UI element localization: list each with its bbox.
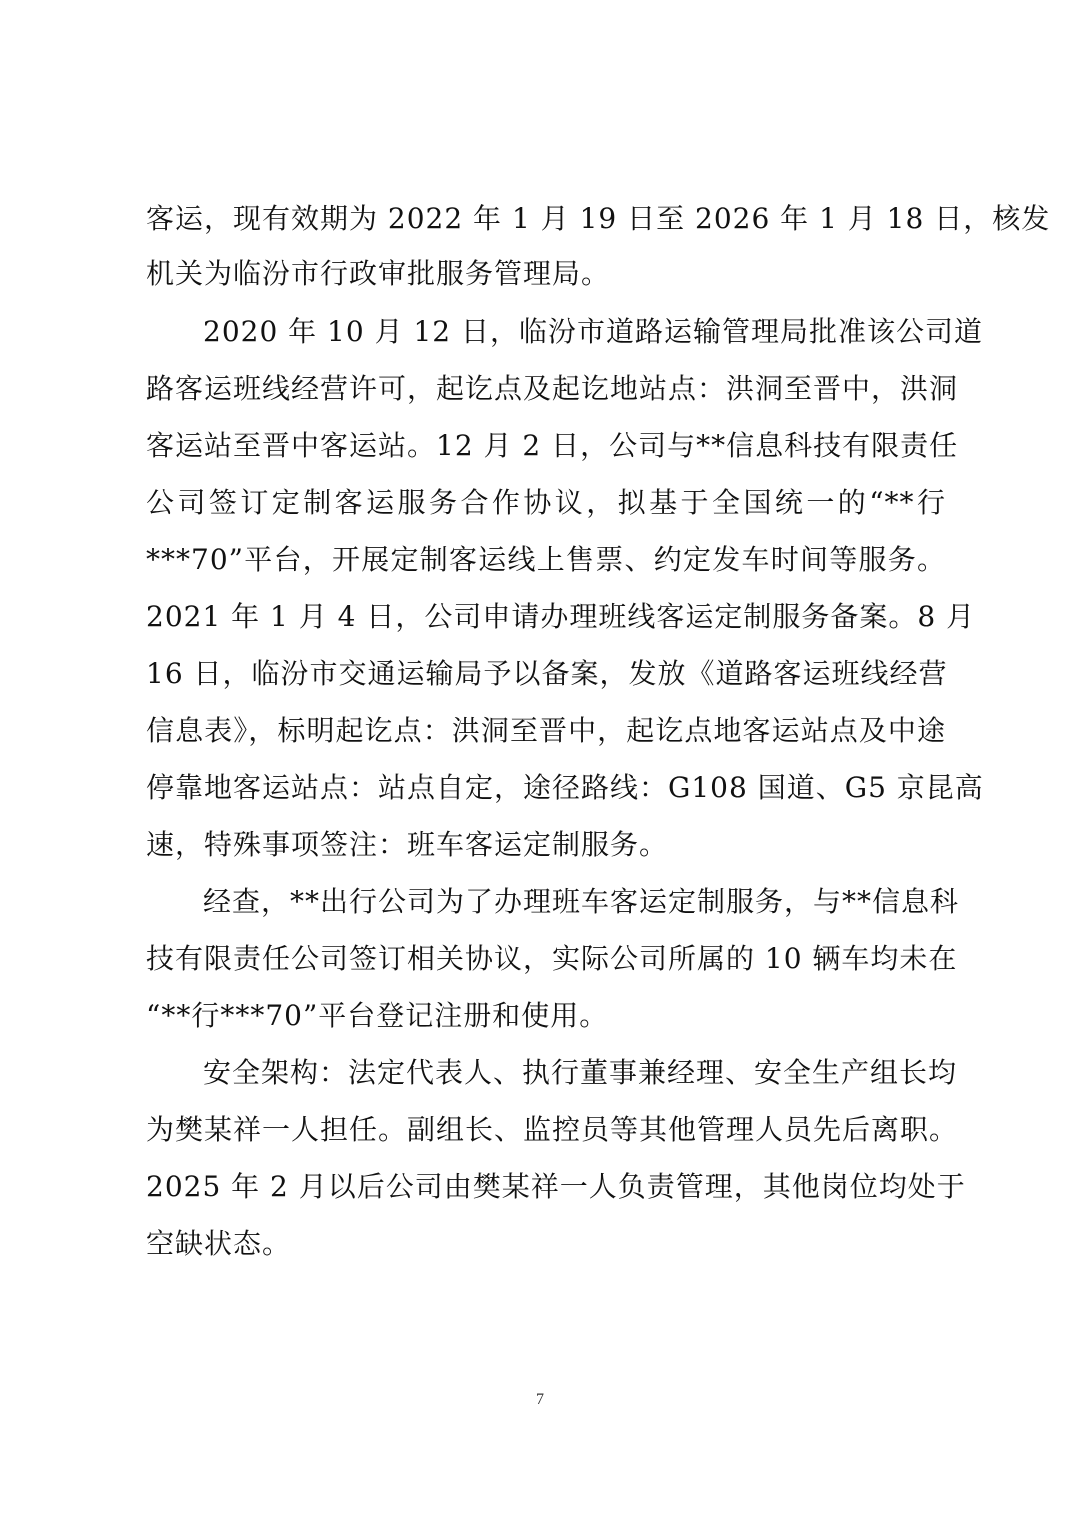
text-line: ***70”平台，开展定制客运线上售票、约定发车时间等服务。 <box>146 543 946 576</box>
text-line: 空缺状态。 <box>146 1227 292 1260</box>
text-line: 速，特殊事项签注：班车客运定制服务。 <box>146 828 669 861</box>
page-number: 7 <box>536 1391 544 1408</box>
text-line: 公司签订定制客运服务合作协议，拟基于全国统一的“**行 <box>146 486 946 519</box>
text-line: “**行***70”平台登记注册和使用。 <box>146 999 609 1032</box>
paragraph-first-line: 安全架构：法定代表人、执行董事兼经理、安全生产组长均 <box>203 1056 958 1089</box>
text-line: 16 日，临汾市交通运输局予以备案，发放《道路客运班线经营 <box>146 657 948 690</box>
text-line: 客运，现有效期为 2022 年 1 月 19 日至 2026 年 1 月 18 日，核发 <box>146 202 1051 235</box>
text-line: 技有限责任公司签订相关协议，实际公司所属的 10 辆车均未在 <box>146 942 958 975</box>
paragraph-first-line: 2020 年 10 月 12 日，临汾市道路运输管理局批准该公司道 <box>203 315 984 348</box>
paragraph-first-line: 经查，**出行公司为了办理班车客运定制服务，与**信息科 <box>203 885 960 918</box>
text-line: 停靠地客运站点：站点自定，途径路线：G108 国道、G5 京昆高 <box>146 771 984 804</box>
text-line: 客运站至晋中客运站。12 月 2 日，公司与**信息科技有限责任 <box>146 429 959 462</box>
text-line: 为樊某祥一人担任。副组长、监控员等其他管理人员先后离职。 <box>146 1113 959 1146</box>
text-line: 2021 年 1 月 4 日，公司申请办理班线客运定制服务备案。8 月 <box>146 600 976 633</box>
text-line: 信息表》，标明起讫点：洪洞至晋中，起讫点地客运站点及中途 <box>146 714 946 747</box>
text-line: 2025 年 2 月以后公司由樊某祥一人负责管理，其他岗位均处于 <box>146 1170 966 1203</box>
text-line: 机关为临汾市行政审批服务管理局。 <box>146 257 611 290</box>
text-line: 路客运班线经营许可，起讫点及起讫地站点：洪洞至晋中，洪洞 <box>146 372 959 405</box>
